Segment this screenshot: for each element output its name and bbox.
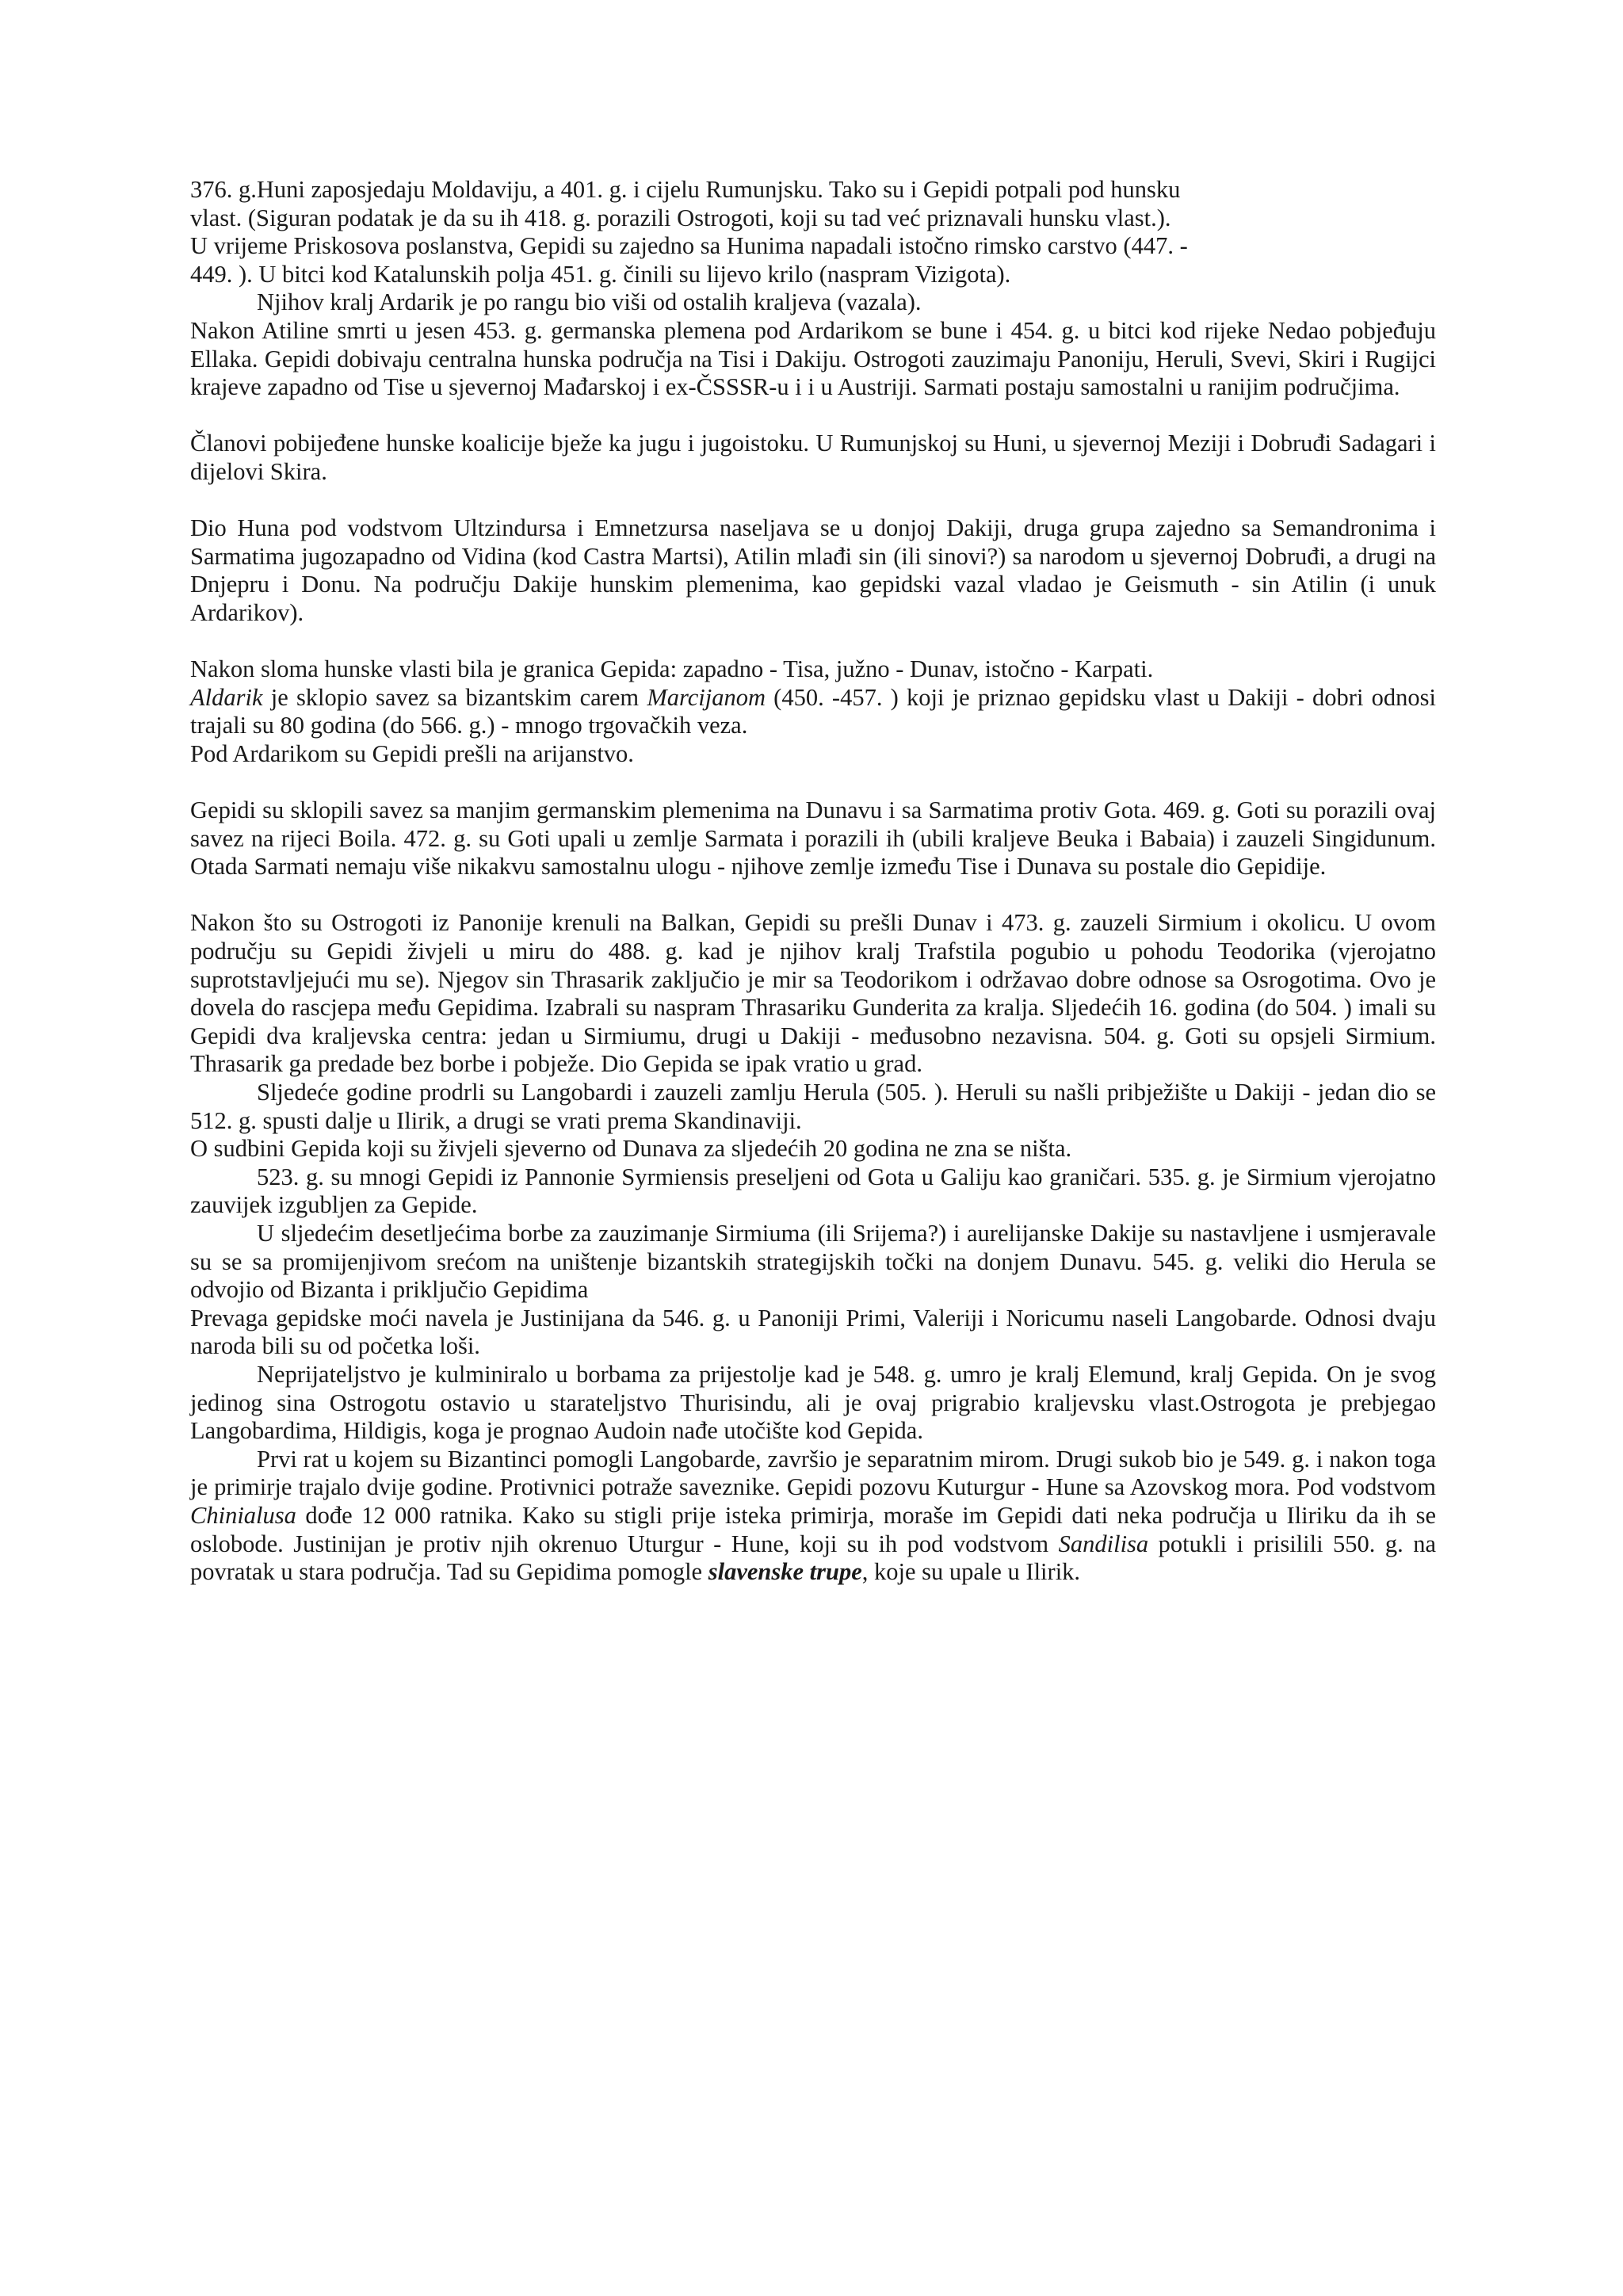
paragraph-prvi-rat (190, 1446, 1436, 1587)
paragraph-gap (190, 487, 1436, 515)
text-run: dođe 12 000 ratnika. Kako su stigli prije isteka primirja, moraše im Gepidi dati neka područja u Iliriku da ih se oslobode. Justinijan je protiv njih okrenuo Uturgur - Hune, koji su ih pod vodstvom (190, 1501, 1436, 1557)
paragraph-savez-protiv-gota: Gepidi su sklopili savez sa manjim germanskim plemenima na Dunavu i sa Sarmatima protiv Gota. 469. g. Goti su porazili ovaj savez na rijeci Boila. 472. g. su Goti upali u zemlje Sarmata i porazili ih (ubili kraljeve Beuka i Babaia) i zauzeli Singidunum. Otada Sarmati nemaju više nikakvu samostalnu ulogu - njihove zemlje između Tise i Dunava su postale dio Gepidije. (190, 797, 1436, 881)
text-line: U vrijeme Priskosova poslanstva, Gepidi su zajedno sa Hunima napadali istočno rimsko carstvo (447. - (190, 232, 1188, 260)
paragraph-sirmium: Nakon što su Ostrogoti iz Panonije krenuli na Balkan, Gepidi su prešli Dunav i 473. g. zauzeli Sirmium i okolicu. U ovom području su Gepidi živjeli u miru do 488. g. kad je njihov kralj Trafstila pogubio u pohodu Teodorika (vjerojatno suprotstavljejući mu se). Njegov sin Thrasarik zaključio je mir sa Teodorikom i održavao dobre odnose sa Osrogotima. Ovo je dovela do rascjepa među Gepidima. Izabrali su naspram Thrasariku Gunderita za kralja. Sljedećih 16. godina (do 504. ) imali su Gepidi dva kraljevska centra: jedan u Sirmiumu, drugi u Dakiji - međusobno nezavisna. 504. g. Goti su opsjeli Sirmium. Thrasarik ga predade bez borbe i pobježe. Dio Gepida se ipak vratio u grad. (190, 909, 1436, 1078)
text-run: (450. -457. ) koji je priznao gepidsku vlast u Dakiji - dobri odnosi trajali su 80 godina (do 566. g.) - mnogo trgovačkih veza. (190, 683, 1436, 739)
paragraph-dio-huna: Dio Huna pod vodstvom Ultzindursa i Emnetzursa naseljava se u donjoj Dakiji, druga grupa zajedno sa Semandronima i Sarmatima jugozapadno od Vidina (kod Castra Martsi), Atilin mlađi sin (ili sinovi?) sa narodom u sjevernoj Dobruđi, a drugi na Dnjepru i Donu. Na području Dakije hunskim plemenima, kao gepidski vazal vladao je Geismuth - sin Atilin (i unuk Ardarikov). (190, 514, 1436, 626)
paragraph-graničari: 523. g. su mnogi Gepidi iz Pannonie Syrmiensis preseljeni od Gota u Galiju kao graničari. 535. g. je Sirmium vjerojatno zauvijek izgubljen za Gepide. (190, 1163, 1436, 1219)
paragraph-aldarik-savez (190, 684, 1436, 740)
paragraph-granica-gepida: Nakon sloma hunske vlasti bila je granica Gepida: zapadno - Tisa, južno - Dunav, istočno - Karpati. (190, 655, 1154, 683)
text-run: potukli i prisilili 550. g. na povratak u stara područja. Tad su Gepidima pomogle (190, 1530, 1436, 1586)
paragraph-huni-moldavija (190, 176, 1436, 288)
document-body (190, 176, 1436, 1587)
text-run: je sklopio savez sa bizantskim carem (262, 683, 647, 711)
text-run: , koje su upale u Ilirik. (861, 1558, 1081, 1586)
paragraph-arijanstvo: Pod Ardarikom su Gepidi prešli na arijanstvo. (190, 739, 634, 767)
paragraph-gap (190, 402, 1436, 430)
italic-name-marcijan: Marcijanom (647, 683, 766, 711)
paragraph-neprijateljstvo: Neprijateljstvo je kulminiralo u borbama za prijestolje kad je 548. g. umro je kralj Elemund, kralj Gepida. On je svog jedinog sina Ostrogotu ostavio u starateljstvo Thurisindu, ali je ovaj prigrabio kraljevsku vlast.Ostrogota je prebjegao Langobardima, Hildigis, koga je prognao Audoin nađe utočište kod Gepida. (190, 1360, 1436, 1445)
paragraph-sudbina-gepida: O sudbini Gepida koji su živjeli sjeverno od Dunava za sljedećih 20 godina ne zna se ništa. (190, 1135, 1072, 1163)
paragraph-gap (190, 628, 1436, 656)
paragraph-atilina-smrt: Nakon Atiline smrti u jesen 453. g. germanska plemena pod Ardarikom se bune i 454. g. u bitci kod rijeke Nedao pobjeđuju Ellaka. Gepidi dobivaju centralna hunska područja na Tisi i Dakiju. Ostrogoti zauzimaju Panoniju, Heruli, Svevi, Skiri i Rugijci krajeve zapadno od Tise u sjevernoj Mađarskoj i ex-ČSSSR-u i i u Austriji. Sarmati postaju samostalni u ranijim područjima. (190, 316, 1436, 401)
paragraph-borbe-sirmium: U sljedećim desetljećima borbe za zauzimanje Sirmiuma (ili Srijema?) i aurelijanske Dakije su nastavljene i usmjeravale su se sa promijenjivom srećom na uništenje bizantskih strategijskih točki na donjem Dunavu. 545. g. veliki dio Herula se odvojio od Bizanta i priključio Gepidima (190, 1219, 1436, 1304)
paragraph-gap (190, 881, 1436, 910)
paragraph-ardarik-rang: Njihov kralj Ardarik je po rangu bio viši od ostalih kraljeva (vazala). (257, 288, 922, 316)
paragraph-hunska-koalicija: Članovi pobijeđene hunske koalicije bježe ka jugu i jugoistoku. U Rumunjskoj su Huni, u sjevernoj Meziji i Dobruđi Sadagari i dijelovi Skira. (190, 430, 1436, 485)
paragraph-prevaga: Prevaga gepidske moći navela je Justinijana da 546. g. u Panoniji Primi, Valeriji i Noricumu naseli Langobarde. Odnosi dvaju naroda bili su od početka loši. (190, 1304, 1436, 1360)
text-line: 376. g.Huni zaposjedaju Moldaviju, a 401. g. i cijelu Rumunjsku. Tako su i Gepidi potpali pod hunsku (190, 176, 1181, 203)
text-line: 449. ). U bitci kod Katalunskih polja 451. g. činili su lijevo krilo (naspram Vizigota). (190, 260, 1011, 288)
italic-name-chinialus: Chinialusa (190, 1501, 296, 1529)
paragraph-langobardi-heruli: Sljedeće godine prodrli su Langobardi i zauzeli zamlju Herula (505. ). Heruli su našli pribježište u Dakiji - jedan dio se 512. g. spusti dalje u Ilirik, a drugi se vrati prema Skandinaviji. (190, 1079, 1436, 1134)
italic-name-aldarik: Aldarik (190, 683, 263, 711)
text-run: Prvi rat u kojem su Bizantinci pomogli Langobarde, završio je separatnim mirom. Drugi sukob bio je 549. g. i nakon toga je primirje trajalo dvije godine. Protivnici potraže saveznike. Gepidi pozovu Kuturgur - Hune sa Azovskog mora. Pod vodstvom (190, 1445, 1436, 1501)
bold-italic-slavenske-trupe: slavenske trupe (708, 1558, 862, 1586)
paragraph-gap (190, 768, 1436, 797)
text-line: vlast. (Siguran podatak je da su ih 418. g. porazili Ostrogoti, koji su tad već priznavali hunsku vlast.). (190, 204, 1171, 231)
italic-name-sandilis: Sandilisa (1058, 1530, 1149, 1557)
